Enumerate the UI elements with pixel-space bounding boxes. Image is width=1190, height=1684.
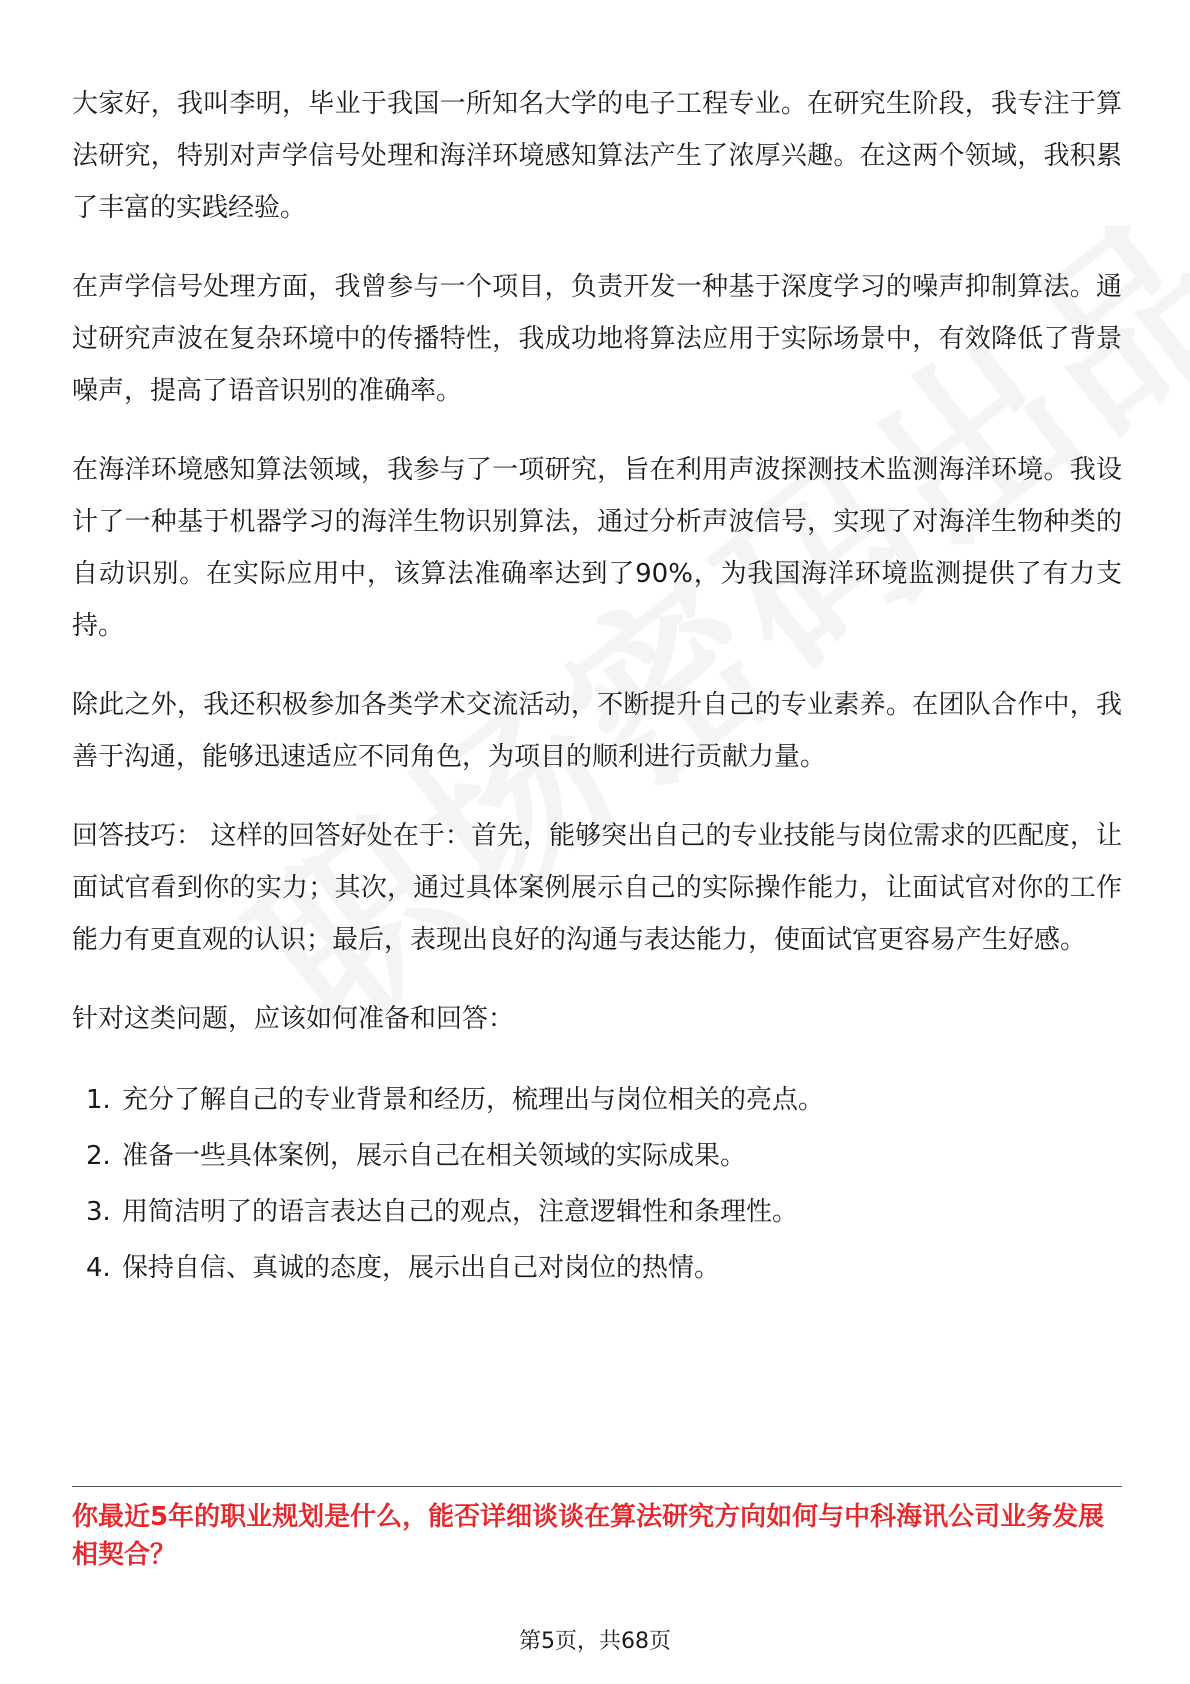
paragraph-intro: 大家好，我叫李明，毕业于我国一所知名大学的电子工程专业。在研究生阶段，我专注于算法研究，特别对声学信号处理和海洋环境感知算法产生了浓厚兴趣。在这两个领域，我积累了丰富的实践经验。 <box>72 89 1122 223</box>
list-item-number: 1. <box>86 1085 111 1115</box>
page-footer: 第5页，共68页 <box>519 1629 671 1654</box>
paragraph-prep-heading: 针对这类问题，应该如何准备和回答： <box>72 1004 515 1034</box>
list-item-text: 准备一些具体案例，展示自己在相关领域的实际成果。 <box>122 1141 747 1171</box>
list-item <box>86 1128 1122 1184</box>
list-item-number: 3. <box>86 1197 111 1227</box>
list-item-text: 用简洁明了的语言表达自己的观点，注意逻辑性和条理性。 <box>122 1197 799 1227</box>
list-item <box>86 1240 1122 1296</box>
paragraph-ocean: 在海洋环境感知算法领域，我参与了一项研究，旨在利用声波探测技术监测海洋环境。我设计了一种基于机器学习的海洋生物识别算法，通过分析声波信号，实现了对海洋生物种类的自动识别。在实际应用中，该算法准确率达到了90%，为我国海洋环境监测提供了有力支持。 <box>72 455 1122 641</box>
paragraph-teamwork: 除此之外，我还积极参加各类学术交流活动，不断提升自己的专业素养。在团队合作中，我善于沟通，能够迅速适应不同角色，为项目的顺利进行贡献力量。 <box>72 690 1122 772</box>
next-question-heading: 你最近5年的职业规划是什么，能否详细谈谈在算法研究方向如何与中科海讯公司业务发展相契合？ <box>72 1502 1105 1570</box>
prep-list <box>72 1072 1122 1296</box>
list-item-text: 保持自信、真诚的态度，展示出自己对岗位的热情。 <box>122 1253 721 1283</box>
list-item <box>86 1072 1122 1128</box>
section-divider <box>72 1486 1122 1487</box>
list-item-number: 2. <box>86 1141 111 1171</box>
list-item-number: 4. <box>86 1253 111 1283</box>
list-item <box>86 1184 1122 1240</box>
paragraph-acoustic: 在声学信号处理方面，我曾参与一个项目，负责开发一种基于深度学习的噪声抑制算法。通过研究声波在复杂环境中的传播特性，我成功地将算法应用于实际场景中，有效降低了背景噪声，提高了语音识别的准确率。 <box>72 272 1122 406</box>
list-item-text: 充分了解自己的专业背景和经历，梳理出与岗位相关的亮点。 <box>122 1085 825 1115</box>
paragraph-tips: 回答技巧： 这样的回答好处在于：首先，能够突出自己的专业技能与岗位需求的匹配度，让面试官看到你的实力；其次，通过具体案例展示自己的实际操作能力，让面试官对你的工作能力有更直观的认识；最后，表现出良好的沟通与表达能力，使面试官更容易产生好感。 <box>72 821 1122 955</box>
main-content <box>72 78 1122 1296</box>
